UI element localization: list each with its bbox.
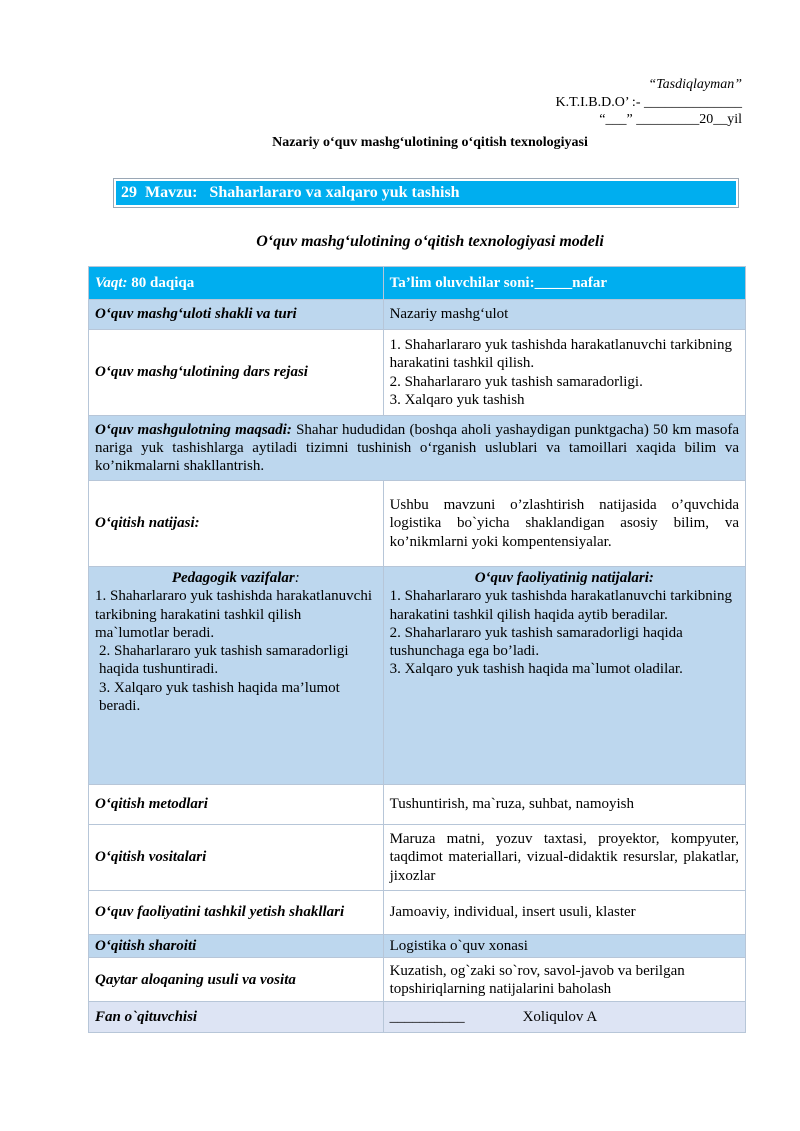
goal-label: O‘quv mashgulotning maqsadi: bbox=[95, 421, 292, 438]
plan-item: 3. Xalqaro yuk tashish bbox=[389, 391, 525, 408]
result-label: O‘qitish natijasi: bbox=[89, 481, 384, 567]
table-row bbox=[89, 958, 746, 1002]
learning-outcomes-title: O‘quv faoliyatinig natijalari: bbox=[474, 570, 654, 586]
approval-title: “Tasdiqlayman” bbox=[648, 77, 742, 92]
table-row bbox=[89, 825, 746, 891]
topic-box bbox=[113, 178, 739, 208]
signature-line: __________ bbox=[389, 1009, 465, 1026]
learning-outcomes-cell bbox=[383, 567, 745, 785]
students-cell: Ta’lim oluvchilar soni:_____nafar bbox=[383, 267, 745, 300]
teacher-label: Fan o`qituvchisi bbox=[89, 1002, 384, 1033]
shape-label: O‘quv mashg‘uloti shakli va turi bbox=[89, 300, 384, 330]
topic-title: 29 Mavzu: Shaharlararo va xalqaro yuk tashish bbox=[116, 181, 736, 205]
result-value: Ushbu mavzuni o’zlashtirish natijasida o’quvchida logistika bo`yicha shaklandigan asosiy bilim, va ko’nikmlarni yoki kompentensiyalar. bbox=[383, 481, 745, 567]
methods-label: O‘qitish metodlari bbox=[89, 785, 384, 825]
table-row bbox=[89, 935, 746, 958]
feedback-label: Qaytar aloqaning usuli va vosita bbox=[89, 958, 384, 1002]
goal-text: Shahar hududidan (boshqa aholi yashaydigan punktgacha) 50 km masofa nariga yuk tashishlarga aytiladi tizimni tushinish o‘rganish uslublari va tamoillari xaqida bilim va ko’nikmalarni shakllantrish. bbox=[95, 421, 739, 475]
time-cell: Vaqt: 80 daqiqa bbox=[89, 267, 384, 300]
document-subtitle: Nazariy o‘quv mashg‘ulotining o‘qitish texnologiyasi bbox=[272, 135, 588, 150]
table-row bbox=[89, 785, 746, 825]
plan-item: 1. Shaharlararo yuk tashishda harakatlanuvchi tarkibning harakatini tashkil qilish. bbox=[389, 336, 732, 372]
plan-value bbox=[383, 330, 745, 416]
table-row bbox=[89, 330, 746, 416]
table-row bbox=[89, 481, 746, 567]
model-title: O‘quv mashg‘ulotining o‘qitish texnologiyasi modeli bbox=[256, 233, 604, 250]
director-line: K.T.I.B.D.O’ :- ______________ bbox=[555, 94, 742, 110]
methods-value: Tushuntirish, ma`ruza, suhbat, namoyish bbox=[383, 785, 745, 825]
feedback-value: Kuzatish, og`zaki so`rov, savol-javob va berilgan topshiriqlarning natijalarini baholash bbox=[383, 958, 745, 1002]
learning-outcome: 1. Shaharlararo yuk tashishda harakatlanuvchi tarkibning harakatini tashkil qilish haqida aytib beradilar. bbox=[389, 588, 732, 623]
pedagogical-tasks-cell bbox=[89, 567, 384, 785]
lesson-model-table bbox=[88, 266, 746, 1033]
forms-value: Jamoaviy, individual, insert usuli, klaster bbox=[383, 891, 745, 935]
table-row bbox=[89, 1002, 746, 1033]
pedagogical-tasks-title: Pedagogik vazifalar: bbox=[171, 570, 300, 586]
date-line: “___” _________20__yil bbox=[599, 112, 742, 127]
table-row bbox=[89, 267, 746, 300]
forms-label: O‘quv faoliyatini tashkil yetish shakllari bbox=[89, 891, 384, 935]
approval-block bbox=[555, 76, 742, 129]
table-row bbox=[89, 891, 746, 935]
table-row bbox=[89, 567, 746, 785]
pedagogical-task: 3. Xalqaro yuk tashish haqida ma’lumot beradi. bbox=[99, 679, 340, 715]
plan-item: 2. Shaharlararo yuk tashish samaradorligi. bbox=[389, 373, 643, 390]
plan-label: O‘quv mashg‘ulotining dars rejasi bbox=[89, 330, 384, 416]
teacher-name: Xoliqulov A bbox=[522, 1009, 598, 1026]
learning-outcome: 3. Xalqaro yuk tashish haqida ma`lumot oladilar. bbox=[389, 661, 683, 678]
conditions-value: Logistika o`quv xonasi bbox=[383, 935, 745, 958]
teacher-value bbox=[383, 1002, 745, 1033]
table-row bbox=[89, 300, 746, 330]
table-row bbox=[89, 416, 746, 481]
goal-cell bbox=[89, 416, 746, 481]
tools-value: Maruza matni, yozuv taxtasi, proyektor, kompyuter, taqdimot materiallari, vizual-didaktik resurslar, plakatlar, jixozlar bbox=[383, 825, 745, 891]
shape-value: Nazariy mashg‘ulot bbox=[383, 300, 745, 330]
tools-label: O‘qitish vositalari bbox=[89, 825, 384, 891]
conditions-label: O‘qitish sharoiti bbox=[89, 935, 384, 958]
learning-outcome: 2. Shaharlararo yuk tashish samaradorligi haqida tushunchaga ega bo’ladi. bbox=[389, 624, 683, 660]
pedagogical-task: 2. Shaharlararo yuk tashish samaradorligi haqida tushuntiradi. bbox=[99, 643, 349, 678]
pedagogical-task: 1. Shaharlararo yuk tashishda harakatlanuvchi tarkibning harakatini tashkil qilish ma`lumotlar beradi. bbox=[95, 588, 372, 641]
